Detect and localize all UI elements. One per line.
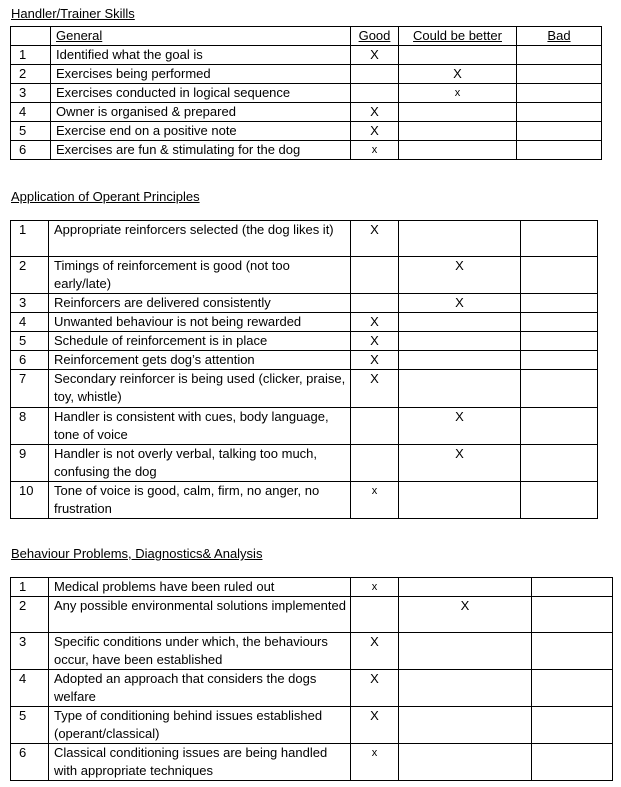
- good-mark: x: [351, 744, 399, 781]
- criterion-text: Exercises being performed: [51, 65, 351, 84]
- good-mark: [351, 84, 399, 103]
- bad-mark: [521, 408, 598, 445]
- could-be-better-mark: X: [399, 294, 521, 313]
- bad-mark: [521, 257, 598, 294]
- could-be-better-mark: X: [399, 257, 521, 294]
- criterion-text: Schedule of reinforcement is in place: [49, 332, 351, 351]
- table-row: [11, 221, 598, 257]
- table-row: [11, 65, 602, 84]
- table-row: [11, 408, 598, 445]
- table-row: [11, 257, 598, 294]
- table-row: [11, 313, 598, 332]
- criterion-text: Handler is not overly verbal, talking too much, confusing the dog: [49, 445, 351, 482]
- bad-mark: [532, 597, 613, 633]
- table-row: [11, 578, 613, 597]
- row-number: 5: [11, 707, 49, 744]
- row-number: 7: [11, 370, 49, 408]
- row-number: 4: [11, 103, 51, 122]
- could-be-better-mark: [399, 221, 521, 257]
- bad-mark: [532, 633, 613, 670]
- table-row: [11, 46, 602, 65]
- could-be-better-mark: [399, 103, 517, 122]
- good-mark: X: [351, 370, 399, 408]
- row-number: 6: [11, 141, 51, 160]
- bad-mark: [532, 670, 613, 707]
- section-heading-handler-trainer-skills: Handler/Trainer Skills: [11, 6, 135, 21]
- row-number: 8: [11, 408, 49, 445]
- bad-mark: [532, 707, 613, 744]
- table-header-row: [11, 27, 602, 46]
- good-mark: X: [351, 332, 399, 351]
- bad-mark: [532, 578, 613, 597]
- table-row: [11, 122, 602, 141]
- good-mark: [351, 257, 399, 294]
- criterion-text: Reinforcers are delivered consistently: [49, 294, 351, 313]
- could-be-better-mark: [399, 122, 517, 141]
- bad-mark: [521, 482, 598, 519]
- could-be-better-mark: X: [399, 65, 517, 84]
- good-mark: X: [351, 707, 399, 744]
- table-row: [11, 445, 598, 482]
- row-number: 6: [11, 744, 49, 781]
- criterion-text: Handler is consistent with cues, body language, tone of voice: [49, 408, 351, 445]
- bad-mark: [532, 744, 613, 781]
- table-row: [11, 744, 613, 781]
- good-mark: X: [351, 122, 399, 141]
- good-mark: X: [351, 103, 399, 122]
- criterion-text: Reinforcement gets dog’s attention: [49, 351, 351, 370]
- bad-mark: [517, 46, 602, 65]
- row-number: 3: [11, 633, 49, 670]
- could-be-better-mark: [399, 578, 532, 597]
- header-could-be-better: Could be better: [399, 27, 517, 46]
- criterion-text: Tone of voice is good, calm, firm, no anger, no frustration: [49, 482, 351, 519]
- criterion-text: Timings of reinforcement is good (not too early/late): [49, 257, 351, 294]
- table-row: [11, 332, 598, 351]
- row-number: 4: [11, 313, 49, 332]
- header-general: General: [51, 27, 351, 46]
- criterion-text: Appropriate reinforcers selected (the dog likes it): [49, 221, 351, 257]
- row-number: 2: [11, 257, 49, 294]
- bad-mark: [521, 313, 598, 332]
- could-be-better-mark: [399, 744, 532, 781]
- table-row: [11, 633, 613, 670]
- good-mark: X: [351, 351, 399, 370]
- could-be-better-mark: [399, 670, 532, 707]
- criterion-text: Classical conditioning issues are being handled with appropriate techniques: [49, 744, 351, 781]
- good-mark: [351, 65, 399, 84]
- row-number: 5: [11, 332, 49, 351]
- row-number: 4: [11, 670, 49, 707]
- bad-mark: [517, 122, 602, 141]
- table-row: [11, 370, 598, 408]
- table-row: [11, 670, 613, 707]
- could-be-better-mark: [399, 351, 521, 370]
- criterion-text: Any possible environmental solutions implemented: [49, 597, 351, 633]
- bad-mark: [521, 370, 598, 408]
- could-be-better-mark: [399, 633, 532, 670]
- could-be-better-mark: [399, 46, 517, 65]
- good-mark: x: [351, 141, 399, 160]
- could-be-better-mark: [399, 707, 532, 744]
- header-number: [11, 27, 51, 46]
- row-number: 2: [11, 597, 49, 633]
- criterion-text: Exercise end on a positive note: [51, 122, 351, 141]
- row-number: 6: [11, 351, 49, 370]
- could-be-better-mark: x: [399, 84, 517, 103]
- bad-mark: [521, 332, 598, 351]
- could-be-better-mark: [399, 482, 521, 519]
- bad-mark: [517, 65, 602, 84]
- table-row: [11, 294, 598, 313]
- could-be-better-mark: X: [399, 445, 521, 482]
- could-be-better-mark: [399, 313, 521, 332]
- table-behaviour-problems: [10, 577, 613, 781]
- criterion-text: Medical problems have been ruled out: [49, 578, 351, 597]
- good-mark: X: [351, 313, 399, 332]
- row-number: 1: [11, 578, 49, 597]
- table-handler-trainer-skills: [10, 26, 602, 160]
- row-number: 5: [11, 122, 51, 141]
- criterion-text: Secondary reinforcer is being used (clicker, praise, toy, whistle): [49, 370, 351, 408]
- bad-mark: [521, 294, 598, 313]
- could-be-better-mark: X: [399, 408, 521, 445]
- bad-mark: [517, 84, 602, 103]
- criterion-text: Type of conditioning behind issues established (operant/classical): [49, 707, 351, 744]
- header-good: Good: [351, 27, 399, 46]
- good-mark: X: [351, 670, 399, 707]
- row-number: 1: [11, 221, 49, 257]
- criterion-text: Specific conditions under which, the behaviours occur, have been established: [49, 633, 351, 670]
- table-row: [11, 351, 598, 370]
- table-row: [11, 707, 613, 744]
- row-number: 1: [11, 46, 51, 65]
- row-number: 3: [11, 294, 49, 313]
- row-number: 9: [11, 445, 49, 482]
- could-be-better-mark: [399, 141, 517, 160]
- section-heading-operant-principles: Application of Operant Principles: [11, 189, 200, 204]
- row-number: 2: [11, 65, 51, 84]
- good-mark: x: [351, 482, 399, 519]
- row-number: 3: [11, 84, 51, 103]
- table-operant-principles: [10, 220, 598, 519]
- could-be-better-mark: X: [399, 597, 532, 633]
- table-row: [11, 103, 602, 122]
- table-row: [11, 84, 602, 103]
- bad-mark: [517, 141, 602, 160]
- good-mark: [351, 597, 399, 633]
- bad-mark: [517, 103, 602, 122]
- good-mark: X: [351, 633, 399, 670]
- criterion-text: Owner is organised & prepared: [51, 103, 351, 122]
- criterion-text: Exercises conducted in logical sequence: [51, 84, 351, 103]
- bad-mark: [521, 351, 598, 370]
- criterion-text: Identified what the goal is: [51, 46, 351, 65]
- good-mark: [351, 445, 399, 482]
- could-be-better-mark: [399, 332, 521, 351]
- criterion-text: Exercises are fun & stimulating for the dog: [51, 141, 351, 160]
- criterion-text: Unwanted behaviour is not being rewarded: [49, 313, 351, 332]
- good-mark: X: [351, 221, 399, 257]
- good-mark: [351, 408, 399, 445]
- criterion-text: Adopted an approach that considers the dogs welfare: [49, 670, 351, 707]
- bad-mark: [521, 221, 598, 257]
- header-bad: Bad: [517, 27, 602, 46]
- good-mark: X: [351, 46, 399, 65]
- table-row: [11, 482, 598, 519]
- bad-mark: [521, 445, 598, 482]
- row-number: 10: [11, 482, 49, 519]
- could-be-better-mark: [399, 370, 521, 408]
- good-mark: [351, 294, 399, 313]
- table-row: [11, 597, 613, 633]
- section-heading-behaviour-problems: Behaviour Problems, Diagnostics& Analysis: [11, 546, 263, 561]
- good-mark: x: [351, 578, 399, 597]
- table-row: [11, 141, 602, 160]
